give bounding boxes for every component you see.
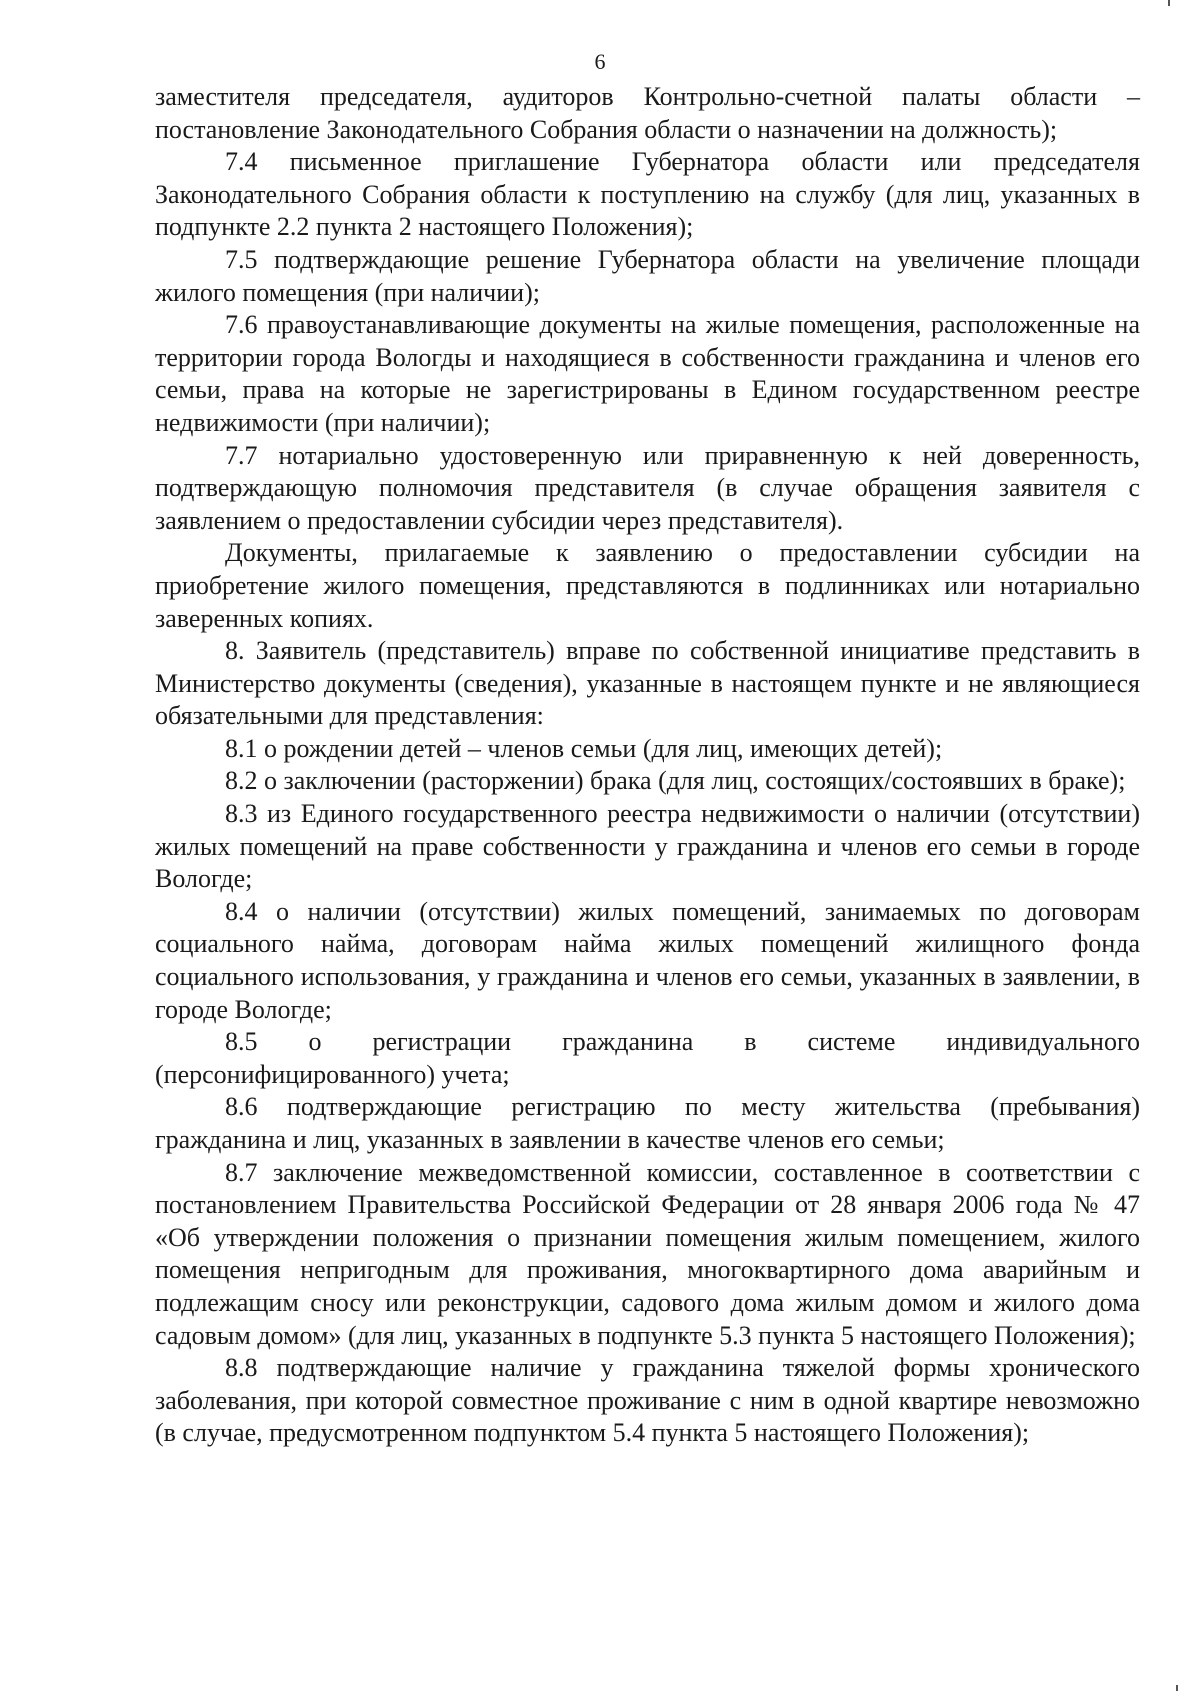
- paragraph-7-7: 7.7 нотариально удостоверенную или приравненную к ней доверенность, подтверждающую полномочия представителя (в случае обращения заявителя с заявлением о предоставлении субсидии через представителя).: [155, 440, 1140, 535]
- paragraph-8-2: 8.2 о заключении (расторжении) брака (для лиц, состоящих/состоявших в браке);: [225, 766, 1126, 796]
- paragraph-8-7: 8.7 заключение межведомственной комиссии, составленное в соответствии с постановлением Правительства Российской Федерации от 28 января 2006 года № 47 «Об утверждении положения о признании помещения жилым помещением, жилого помещения непригодным для проживания, многоквартирного дома аварийным и подлежащим сносу или реконструкции, садового дома жилым домом и жилого дома садовым домом» (для лиц, указанных в подпункте 5.3 пункта 5 настоящего Положения);: [155, 1157, 1140, 1350]
- paragraph-8-6: 8.6 подтверждающие регистрацию по месту жительства (пребывания) гражданина и лиц, указанных в заявлении в качестве членов его семьи;: [155, 1092, 1140, 1154]
- paragraph-8-5: 8.5 о регистрации гражданина в системе индивидуального (персонифицированного) учета;: [155, 1027, 1140, 1089]
- paragraph-8-8: 8.8 подтверждающие наличие у гражданина тяжелой формы хронического заболевания, при которой совместное проживание с ним в одной квартире невозможно (в случае, предусмотренном подпунктом 5.4 пункта 5 настоящего Положения);: [155, 1353, 1140, 1448]
- paragraph-8-3: 8.3 из Единого государственного реестра недвижимости о наличии (отсутствии) жилых помещений на праве собственности у гражданина и членов его семьи в городе Вологде;: [155, 799, 1140, 894]
- scan-edge-mark-top: [1168, 0, 1170, 6]
- document-body: [155, 81, 1140, 1450]
- paragraph-7-5: 7.5 подтверждающие решение Губернатора области на увеличение площади жилого помещения (при наличии);: [155, 244, 1140, 307]
- scan-edge-mark-bottom: [1176, 1685, 1178, 1691]
- page-number: 6: [594, 49, 606, 74]
- paragraph-continuation: заместителя председателя, аудиторов Контрольно-счетной палаты области – постановление Законодательного Собрания области о назначении на должность);: [155, 82, 1140, 144]
- paragraph-8: 8. Заявитель (представитель) вправе по собственной инициативе представить в Министерство документы (сведения), указанные в настоящем пункте и не являющиеся обязательными для представления:: [155, 636, 1140, 731]
- paragraph-documents-note: Документы, прилагаемые к заявлению о предоставлении субсидии на приобретение жилого помещения, представляются в подлинниках или нотариально заверенных копиях.: [155, 538, 1140, 633]
- paragraph-7-4: 7.4 письменное приглашение Губернатора области или председателя Законодательного Собрания области к поступлению на службу (для лиц, указанных в подпункте 2.2 пункта 2 настоящего Положения);: [155, 147, 1140, 242]
- paragraph-8-1: 8.1 о рождении детей – членов семьи (для лиц, имеющих детей);: [225, 733, 943, 763]
- paragraph-8-4: 8.4 о наличии (отсутствии) жилых помещений, занимаемых по договорам социального найма, договорам найма жилых помещений жилищного фонда социального использования, у гражданина и членов его семьи, указанных в заявлении, в городе Вологде;: [155, 896, 1140, 1024]
- paragraph-7-6: 7.6 правоустанавливающие документы на жилые помещения, расположенные на территории города Вологды и находящиеся в собственности гражданина и членов его семьи, права на которые не зарегистрированы в Едином государственном реестре недвижимости (при наличии);: [155, 310, 1140, 437]
